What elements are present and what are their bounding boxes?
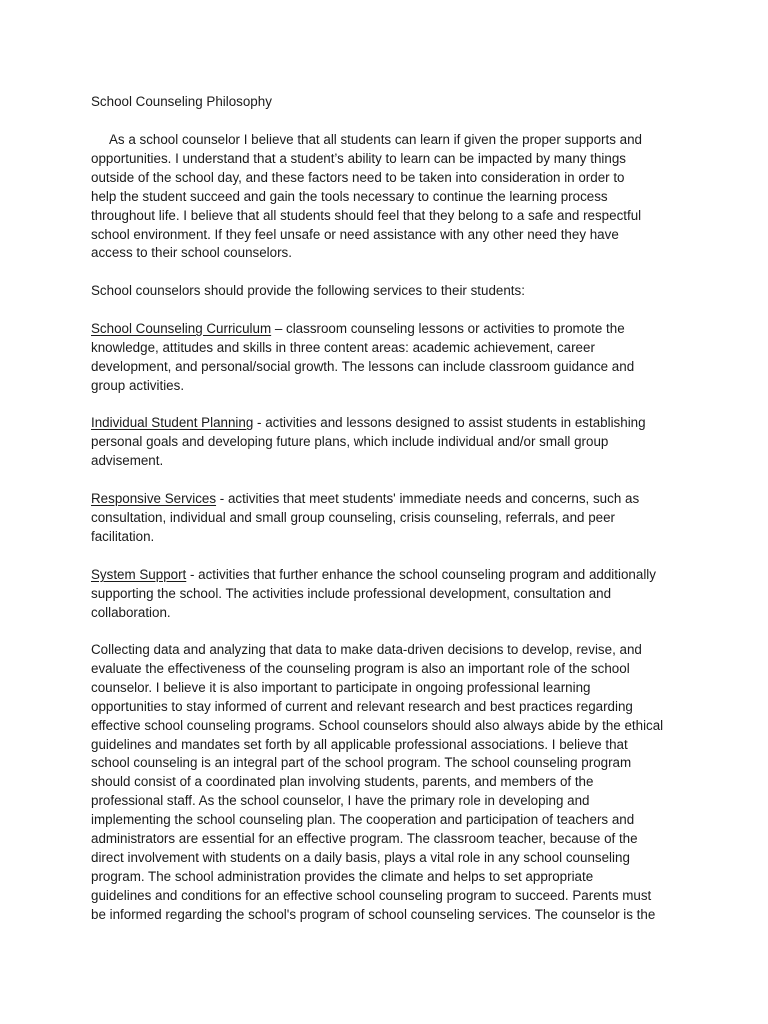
planning-line: advisement. [91,452,164,468]
intro-line: help the student succeed and gain the tools necessary to continue the learning process [91,188,608,204]
intro-line: throughout life. I believe that all students should feel that they belong to a safe and respectful [91,207,642,223]
planning-line: personal goals and developing future plans, which include individual and/or small group [91,433,609,449]
planning-heading: Individual Student Planning [91,415,254,430]
intro-line: As a school counselor I believe that all students can learn if given the proper supports and [109,132,642,147]
closing-line: should consist of a coordinated plan involving students, parents, and members of the [91,774,594,790]
services-intro-paragraph [91,282,691,301]
responsive-heading: Responsive Services [91,491,217,506]
support-paragraph [91,566,691,623]
intro-line: outside of the school day, and these factors need to be taken into consideration in order to [91,169,625,185]
closing-line: Collecting data and analyzing that data to make data-driven decisions to develop, revise, and [91,642,642,657]
responsive-paragraph [91,490,691,547]
closing-line: guidelines and conditions for an effective school counseling program to succeed. Parents must [91,887,652,903]
intro-line: school environment. If they feel unsafe or need assistance with any other need they have [91,226,619,242]
support-first-line [91,566,691,585]
intro-paragraph [91,131,691,263]
responsive-description: - activities that meet students' immediate needs and concerns, such as [216,491,640,506]
support-line: supporting the school. The activities include professional development, consultation and [91,585,612,601]
closing-line: opportunities to stay informed of current and relevant research and best practices regarding [91,698,633,714]
closing-line: administrators are essential for an effective program. The classroom teacher, because of the [91,831,638,847]
closing-line: effective school counseling programs. School counselors should also always abide by the ethical [91,717,664,733]
planning-first-line [91,414,691,433]
closing-line: be informed regarding the school's program of school counseling services. The counselor is the [91,906,656,922]
curriculum-first-line [91,320,691,339]
closing-line: evaluate the effectiveness of the counseling program is also an important role of the school [91,660,630,676]
curriculum-line: development, and personal/social growth. The lessons can include classroom guidance and [91,358,635,374]
closing-line: direct involvement with students on a daily basis, plays a vital role in any school counseling [91,849,630,865]
services-intro-line: School counselors should provide the following services to their students: [91,283,525,298]
planning-description: - activities and lessons designed to assist students in establishing [253,415,646,430]
curriculum-description: – classroom counseling lessons or activities to promote the [271,321,625,336]
responsive-line: consultation, individual and small group counseling, crisis counseling, referrals, and peer [91,509,616,525]
curriculum-heading: School Counseling Curriculum [91,321,272,336]
support-heading: System Support [91,567,187,582]
curriculum-line: knowledge, attitudes and skills in three content areas: academic achievement, career [91,339,595,355]
closing-line: implementing the school counseling plan. The cooperation and participation of teachers and [91,812,635,828]
closing-line: school counseling is an integral part of the school program. The school counseling program [91,755,632,771]
document-title: School Counseling Philosophy [91,94,272,109]
responsive-first-line [91,490,691,509]
curriculum-paragraph [91,320,691,396]
intro-line: opportunities. I understand that a student’s ability to learn can be impacted by many things [91,150,626,166]
closing-paragraph [91,641,691,925]
support-description: - activities that further enhance the school counseling program and additionally [186,567,656,582]
support-line: collaboration. [91,604,171,620]
intro-line: access to their school counselors. [91,245,292,261]
planning-paragraph [91,414,691,471]
curriculum-line: group activities. [91,377,185,393]
responsive-line: facilitation. [91,528,155,544]
closing-line: program. The school administration provides the climate and helps to set appropriate [91,868,594,884]
closing-line: professional staff. As the school counselor, I have the primary role in developing and [91,793,590,809]
closing-line: guidelines and mandates set forth by all applicable professional associations. I believe that [91,736,628,752]
closing-line: counselor. I believe it is also important to participate in ongoing professional learning [91,679,591,695]
